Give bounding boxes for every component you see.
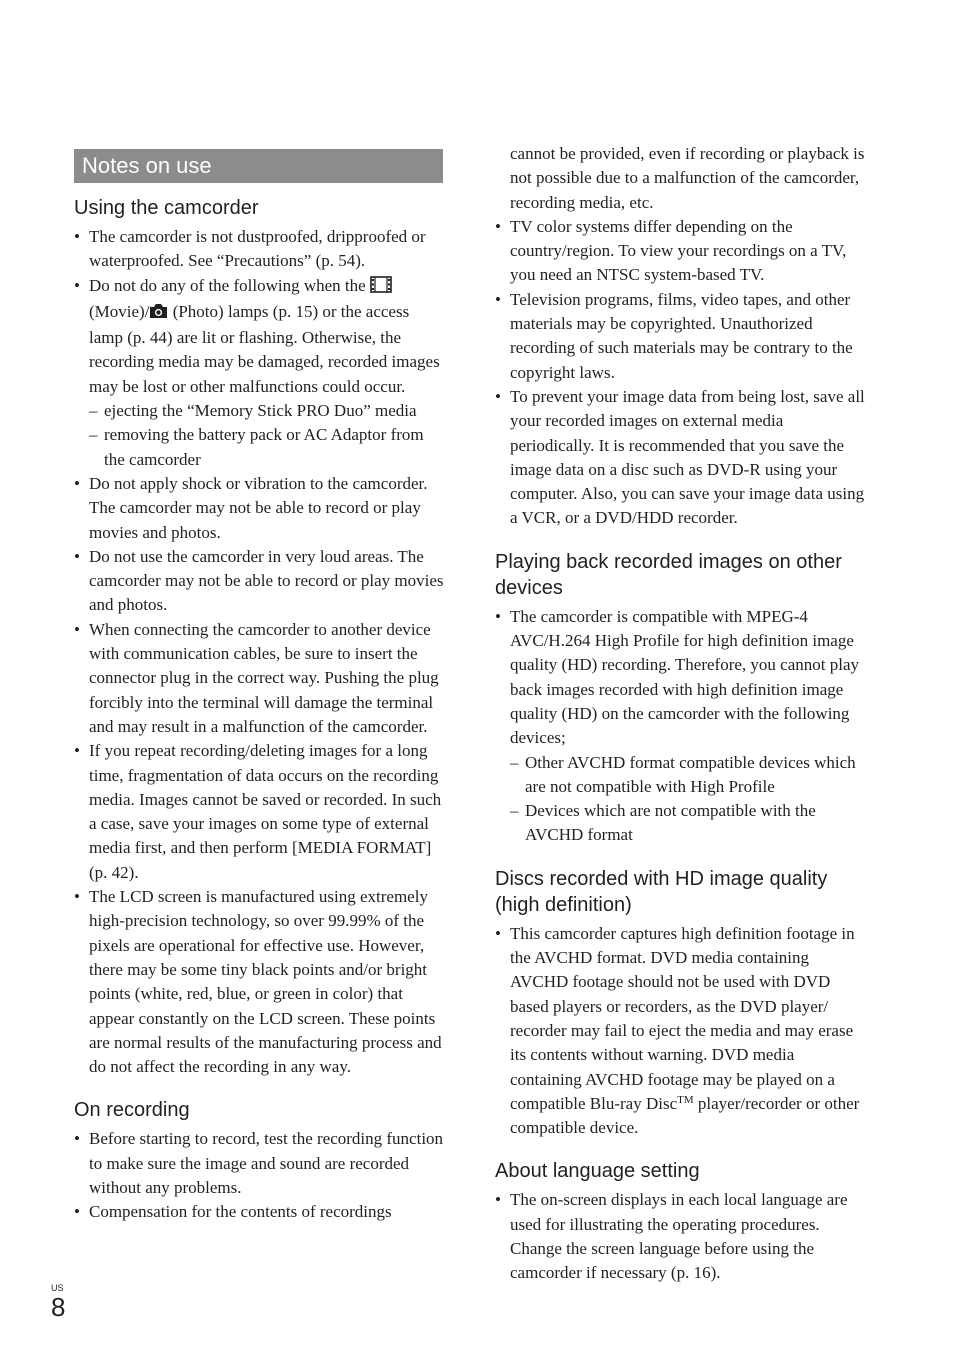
list-item-text: Do not do any of the following when the [89, 275, 366, 295]
list-item: • The LCD screen is manufactured using extremely high-precision technology, so over 99.99% of the pixels are operational for effective use. However, there may be some tiny black points and/or bright points (white, red, blue, or green in color) that appear constantly on the LCD screen. These points are normal results of the manufacturing process and do not affect the recording in any way. [74, 885, 444, 1079]
list-item [495, 922, 867, 1141]
page-number: 8 [51, 1292, 66, 1322]
list-item [74, 274, 444, 472]
list-item-text: (Photo) lamps (p. 15) or the access lamp (p. 44) are lit or flashing. Otherwise, the recording media may be damaged, recorded images may be lost or other malfunctions could occur. [89, 301, 440, 396]
subheading-on-recording: On recording [74, 1099, 190, 1122]
list-item-text: This camcorder captures high definition footage in the AVCHD format. DVD media containing AVCHD footage should not be used with DVD based players or recorders, as the DVD player/ recorder may fail to eject the media and may erase its contents without warning. DVD media containing AVCHD footage may be played on a compatible Blu-ray Disc [510, 923, 855, 1113]
language-list [495, 1188, 867, 1285]
sub-list-item: – ejecting the “Memory Stick PRO Duo” media [89, 399, 444, 423]
on-recording-list-continued [495, 142, 867, 531]
region-code: US [51, 1283, 64, 1293]
list-item: • Television programs, films, video tapes, and other materials may be copyrighted. Unauthorized recording of such materials may be contrary to the copyright laws. [495, 288, 867, 385]
list-item [495, 605, 867, 848]
playing-back-list [495, 605, 867, 848]
using-camcorder-list [74, 225, 444, 1079]
list-item-text: player/recorder or other compatible device. [510, 1093, 860, 1138]
on-recording-list [74, 1127, 444, 1224]
list-item: • When connecting the camcorder to another device with communication cables, be sure to insert the connector plug in the correct way. Pushing the plug forcibly into the terminal will damage the terminal and may result in a malfunction of the camcorder. [74, 618, 444, 739]
list-item: • Do not use the camcorder in very loud areas. The camcorder may not be able to record or play movies and photos. [74, 545, 444, 618]
section-title: Notes on use [74, 149, 443, 183]
sub-list [89, 399, 444, 472]
camera-icon [149, 302, 168, 326]
list-item-text: (Movie)/ [89, 301, 150, 321]
subheading-discs-hd: Discs recorded with HD image quality (high definition) [495, 867, 828, 916]
list-item: • The camcorder is not dustproofed, dripproofed or waterproofed. See “Precautions” (p. 54). [74, 225, 444, 274]
list-item: • To prevent your image data from being lost, save all your recorded images on external media periodically. It is recommended that you save the image data on a disc such as DVD-R using your computer. Also, you can save your image data using a VCR, or a DVD/HDD recorder. [495, 385, 867, 531]
discs-list [495, 922, 867, 1141]
list-item: • The on-screen displays in each local language are used for illustrating the operating procedures. Change the screen language before using the camcorder if necessary (p. 16). [495, 1188, 867, 1285]
sub-list-item: – removing the battery pack or AC Adaptor from the camcorder [89, 423, 444, 472]
list-item: • Compensation for the contents of recordings [74, 1200, 444, 1224]
sub-list-item: – Devices which are not compatible with the AVCHD format [510, 799, 867, 848]
subheading-playing-back: Playing back recorded images on other devices [495, 550, 842, 599]
subheading-using-camcorder: Using the camcorder [74, 197, 259, 219]
list-item: • Before starting to record, test the recording function to make sure the image and sound are recorded without any problems. [74, 1127, 444, 1200]
list-item-continued: cannot be provided, even if recording or playback is not possible due to a malfunction of the camcorder, recording media, etc. [510, 144, 865, 212]
page-number-block [51, 1283, 65, 1320]
left-column [74, 149, 444, 1225]
sub-list-item: – Other AVCHD format compatible devices which are not compatible with High Profile [510, 751, 867, 800]
sub-list [510, 751, 867, 848]
list-item: • Do not apply shock or vibration to the camcorder. The camcorder may not be able to record or play movies and photos. [74, 472, 444, 545]
film-strip-icon [370, 276, 392, 300]
list-item-text: The camcorder is compatible with MPEG-4 AVC/H.264 High Profile for high definition image quality (HD) recording. Therefore, you cannot play back images recorded with high definition image quality (HD) on the camcorder with the following devices; [510, 606, 860, 748]
subheading-language: About language setting [495, 1160, 700, 1183]
list-item: • TV color systems differ depending on the country/region. To view your recordings on a TV, you need an NTSC system-based TV. [495, 215, 867, 288]
trademark-symbol: TM [677, 1093, 694, 1106]
list-item: • If you repeat recording/deleting images for a long time, fragmentation of data occurs on the recording media. Images cannot be saved or recorded. In such a case, save your images on some type of external media first, and then perform [MEDIA FORMAT] (p. 42). [74, 739, 444, 885]
right-column [495, 142, 867, 1286]
